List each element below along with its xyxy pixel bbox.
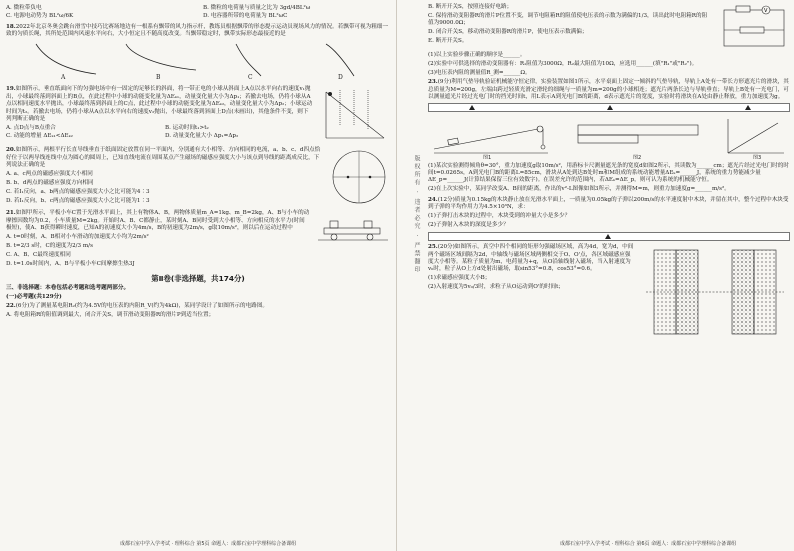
center-binding-line (396, 0, 397, 551)
q18-label-a: A (61, 74, 66, 80)
q25-text: (20分)如图所示，真空中四个相同的矩形匀强磁场区域，高为4d，宽为d，中间两个磁场区域间隔为2d，中轴线与磁场区域两侧相交于O、O'点，各区域磁感应强度大小相等。某粒子质量为m，电荷量为+q，从O沿轴线射入磁场，当入射速度为v₀时，粒子从O上方d处射出磁场，取sin53°=0.8，cos53°=0.6。 (428, 244, 634, 273)
q22-circuit-figure (718, 4, 790, 52)
q22-step-c: C. 保持滑动变阻器R的滑片P位置不变，调节电阻箱R的阻值使电压表的示数为满偏的1/3，读出此时电阻箱R的阻值为9000.0Ω； (428, 12, 708, 27)
q17-option-b[interactable]: B. 微粒的电荷量与质量之比为 3gd/4BL²ω (203, 5, 311, 11)
q19-option-b[interactable]: B. 运动时间t₁>t₂ (165, 124, 209, 131)
q21-text: 如图甲所示，平板小车C置于光滑水平面上，其上有物体A、B，两物体质量m_A=1kg、m_B=2kg，A、B与小车的动摩擦因数均为0.2，小车质量M=2kg。开始时A、B、C都静止，某时刻A、B同时受到大小相等、方向相反的水平力(时间极短)，使A、B获得瞬时速度，已知A的初速度大小为4m/s，B的初速度为2m/s，g取10m/s²，则以后在运动过程中 (6, 210, 310, 232)
q20-text: 如图所示，两根平行长直导线垂直于纸面固定放置在同一平面内，分别通有大小相等、方向相同的电流，a、b、c、d四点恰好位于以两导线连线中点为圆心的圆周上，已知直线电流在周围某点产生磁场的磁感应强度大小与该点到导线的距离成反比，下列说法正确的是 (6, 147, 321, 169)
q22-sub-1: (1)以上实验步骤正确的顺序是______。 (428, 52, 526, 58)
q22-text: (6分)为了测量某电阻R₂(约为4.5V的电压表的内阻R_V(约为4kΩ)，某同学设计了如图所示的电路图。 (15, 303, 269, 310)
q22-step-b: B. 断开开关S，按照连接好电路； (428, 4, 513, 10)
q20-option-b[interactable]: B. b、d两点的磁感应强度方向相同 (6, 179, 94, 186)
q19-option-c[interactable]: C. 动能的增量 ΔEₖ₁<ΔEₖ₂ (6, 133, 73, 140)
q22-sub-2: (2)实验中可供选择的滑动变阻器有：R₁阻值为3000Ω，R₂最大阻值为10Ω，应选用______(填"R₁"或"R₂")。 (428, 60, 698, 67)
q18-number: 18. (6, 23, 16, 30)
q25-sub-2: (2)入射速度为5v₀/3时，求粒子从O运动到O'的时间t； (428, 284, 564, 290)
q20-number: 20. (6, 147, 16, 154)
svg-text:V: V (764, 8, 768, 14)
q18-shape-a (36, 44, 96, 74)
q18-flag-figures (6, 40, 386, 80)
q23-text: (9分)利用气垫导轨验证机械能守恒定律，实验装置如图1所示，水平桌面上固定一倾斜的气垫导轨，导轨上A处有一带长方形遮光片的滑块，其总质量为M=200g，左端由跨过轻质光滑定滑轮的细绳与一质量为m=200g的小球相连；遮光片两条长边与导轨垂直；导轨上B处有一光电门，可以测量遮光片经过光电门时的挡光时间t，用L表示A到光电门B的距离，d表示遮光片的宽度，实验时将滑块在A处由静止释放，重力加速度为g。 (428, 79, 789, 100)
q17-options-row-1 (6, 5, 390, 12)
q19-option-a[interactable]: A. 点D点与B点重合 (6, 124, 56, 131)
q23-figures (428, 115, 790, 159)
q21-option-c[interactable]: C. A、B、C最终速度相同 (6, 251, 71, 258)
question-24 (428, 197, 790, 230)
required-note: (一)必考题(共129分) (6, 294, 62, 301)
q24-answer-bar (428, 232, 790, 241)
q22-step-a: A. 将电阻箱R的阻值调到最大，闭合开关S，调节滑动变阻器R的滑片P到适当位置； (6, 311, 215, 318)
q23-answer-bar (428, 103, 790, 112)
q24-text: (12分)质量为0.15kg的木块静止放在光滑水平面上，一质量为0.05kg的子弹以200m/s的水平速度射中木块，并留在其中，整个过程中木块受到子弹的平均作用力为4.5×10³N，求： (428, 196, 789, 210)
q23-fig3-label: 图3 (753, 155, 762, 160)
q23-sub-2: (2)在上次实验中，某同学改变A、B间的距离，作出的v²-L图像如图3所示，并测得M=m，则重力加速度g=______m/s²。 (428, 186, 730, 193)
binding-margin-text: 版权所有 · 违者必究 · 严禁翻印 (413, 155, 420, 275)
question-19 (6, 86, 390, 144)
q18-shape-c (236, 44, 261, 76)
footer-right: 成都石室中学入学考试 · 理科综合 第6页 命题人：成都石室中学理科综合备课组 (560, 541, 737, 548)
q21-option-b[interactable]: B. t=2/3 s时，C的速度为2/3 m/s (6, 242, 93, 249)
q21-option-d[interactable]: D. t=1.0s时间内，A、B与平板小车C间摩擦生热3J (6, 260, 135, 267)
q23-fig1-label: 图1 (483, 155, 492, 160)
question-20 (6, 147, 390, 207)
q18-label-c: C (248, 74, 253, 80)
q19-option-d[interactable]: D. 动量变化量大小 Δp₁=Δp₂ (165, 133, 239, 140)
question-22 (6, 303, 390, 321)
question-25 (428, 244, 790, 344)
right-column (428, 4, 790, 347)
q24-number: 24. (428, 196, 438, 203)
question-21 (6, 210, 390, 269)
left-column (6, 4, 390, 324)
footer-left: 成都石室中学入学考试 · 理科综合 第5页 命题人：成都石室中学理科综合备课组 (120, 541, 297, 548)
question-18 (6, 24, 390, 84)
q22-continuation (428, 4, 790, 52)
q25-number: 25. (428, 244, 438, 251)
q20-circle-figure (328, 147, 390, 207)
q22-sub-3: (3)电压表内阻的测量值R_测=______Ω。 (428, 69, 531, 76)
q23-sub-1: (1)某次实验测得倾角θ=30°，重力加速度g取10m/s²，用游标卡尺测量遮光条的宽度d如图2所示，其读数为______cm；遮光片经过光电门时的时间t=0.0265s，A到光电门B的距离L=85cm，滑块从A处到达B处时m和M组成的系统动能增量ΔEₖ=______J，系统的重力势能减少量ΔE_p=______J(计算结果保留三位有效数字)。在误差允许的范围内，若ΔEₖ=ΔE_p，则可认为系统的机械能守恒。 (428, 162, 789, 184)
q19-number: 19. (6, 86, 16, 93)
q17-options-row-2 (6, 13, 390, 20)
q25-sub-1: (1)求磁感应强度大小B； (428, 275, 491, 282)
q24-sub-2: (2)子弹射入木块的深度是多少？ (428, 221, 509, 228)
q18-label-b: B (156, 74, 161, 80)
q24-sub-1: (1)子弹打击木块的过程中，木块受到的冲量大小是多少？ (428, 212, 571, 219)
q18-text: 2022年北京冬奥会跳台滑雪中技巧比赛场地边有一根系有飘带的风力指示杆，教练员根据飘带的形态提示运动员现场风力的情况。若飘带可视为粗细一致的匀质长绳，其所处范围内风速水平向右，大小恒定且不随高度改变。当飘带稳定时，飘带实际形态最接近的是 (6, 23, 388, 38)
q18-shape-d (326, 44, 354, 76)
q20-option-a[interactable]: A. a、c两点的磁感应强度大小相同 (6, 171, 93, 177)
q19-text: 如图所示，垂直纸面向下的匀强电场中有一固定的足够长的斜面，将一带正电的小球从斜面上A点以水平向右的速度v₁抛出，小球最终落到斜面上的B点，在此过程中小球的动能变化量为ΔEₖ₁，动量变化量大小为Δp₁；若撤去电场，仍将小球从A点以相同速度水平抛出，小球最终落到斜面上的C点，此过程中小球的动能变化量为ΔEₖ₂，动量变化量大小为Δp₂；小球运动时间为t₂。若撤去电场，仍将小球从A点以水平向右的速度v₂抛出，小球最终落到斜面上D点(未画出)，其他条件不变，则下列判断正确的是 (6, 86, 313, 122)
q22-number: 22. (6, 303, 16, 310)
q19-incline-figure (320, 86, 390, 144)
question-23 (428, 79, 790, 194)
q23-fig2-label: 图2 (633, 155, 642, 160)
section-2-title: 第Ⅱ卷(非选择题，共174分) (151, 273, 245, 283)
q17-option-d[interactable]: D. 电容器所带的电荷量为 BL²ωC (203, 13, 288, 20)
q17-option-c[interactable]: C. 电源电动势为 BL²ω/6K (6, 13, 74, 20)
q20-option-d[interactable]: D. 若I₁反向，b、c两点的磁感应强度大小之比可能为1∶3 (6, 197, 150, 204)
section-2-note: 三、非选择题：本卷包括必考题和选考题两部分。 (6, 285, 130, 292)
q20-option-c[interactable]: C. 若I₁反向，a、b两点的磁感应强度大小之比可能为4∶3 (6, 188, 150, 195)
q22-step-e: E. 断开开关S。 (428, 38, 468, 44)
q17-option-a[interactable]: A. 微粒带负电 (6, 5, 42, 11)
q18-shape-b (126, 44, 196, 70)
q21-number: 21. (6, 210, 16, 217)
q21-option-a[interactable]: A. t=0时刻，A、B相对小车滑动的加速度大小均为2m/s² (6, 234, 149, 240)
q22-step-d: D. 闭合开关S，移动滑动变阻器R的滑片P，使电压表示数满偏； (428, 29, 588, 36)
q23-number: 23. (428, 79, 438, 86)
q18-label-d: D (338, 74, 343, 80)
q21-cart-figure (316, 210, 390, 246)
q25-magnetic-field-figure (640, 244, 790, 344)
